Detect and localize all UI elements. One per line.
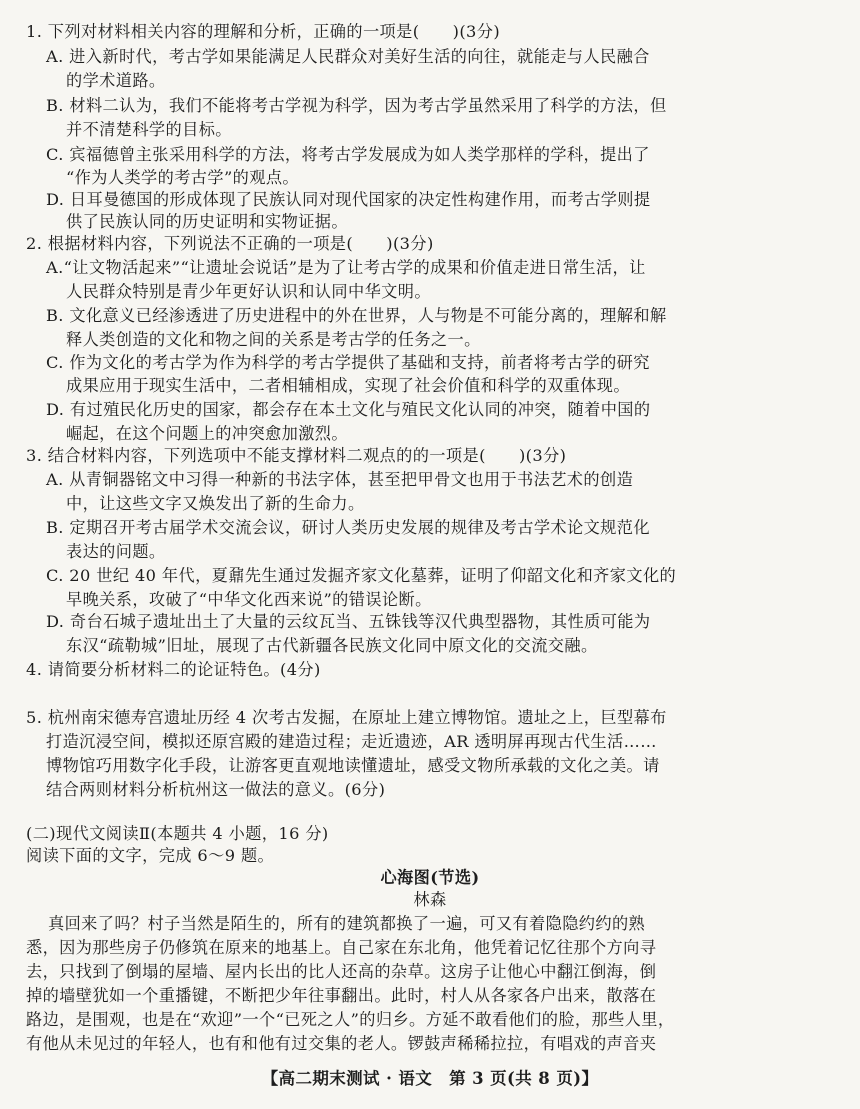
question-1-option-a: A. 进入新时代，考古学如果能满足人民群众对美好生活的向往，就能走与人民融合 [46, 47, 650, 66]
question-2-option-b-cont: 释人类创造的文化和物之间的关系是考古学的任务之一。 [66, 330, 481, 349]
passage-author: 林森 [413, 890, 447, 909]
passage-title: 心海图(节选) [380, 868, 480, 887]
question-2-option-d: D. 有过殖民化历史的国家，都会存在本土文化与殖民文化认同的冲突，随着中国的 [46, 400, 651, 419]
question-3-option-c-cont: 早晚关系，攻破了“中华文化西来说”的错误论断。 [66, 590, 432, 609]
question-2-option-c: C. 作为文化的考古学为作为科学的考古学提供了基础和支持，前者将考古学的研究 [46, 353, 650, 372]
passage-line: 路边，是围观，也是在“欢迎”一个“已死之人”的归乡。方延不敢看他们的脸，那些人里， [26, 1010, 675, 1029]
question-2-option-a-cont: 人民群众特别是青少年更好认识和认同中华文明。 [66, 282, 431, 301]
question-3-option-b-cont: 表达的问题。 [66, 542, 166, 561]
passage-line: 真回来了吗？村子当然是陌生的，所有的建筑都换了一遍，可又有着隐隐约约的熟 [48, 914, 646, 933]
question-5-line-1: 5. 杭州南宋德寿宫遗址历经 4 次考古发掘，在原址上建立博物馆。遗址之上，巨型幕布 [26, 708, 667, 727]
passage-line: 有他从未见过的年轻人，也有和他有过交集的老人。锣鼓声稀稀拉拉，有唱戏的声音夹 [26, 1034, 657, 1053]
section-heading: (二)现代文阅读Ⅱ(本题共 4 小题，16 分) [26, 824, 329, 843]
question-3-option-b: B. 定期召开考古届学术交流会议，研讨人类历史发展的规律及考古学术论文规范化 [46, 518, 650, 537]
question-2-option-a: A.“让文物活起来”“让遗址会说话”是为了让考古学的成果和价值走进日常生活，让 [46, 258, 646, 277]
passage-line: 掉的墙壁犹如一个重播键，不断把少年往事翻出。此时，村人从各家各户出来，散落在 [26, 986, 657, 1005]
question-1-option-b-cont: 并不清楚科学的目标。 [66, 120, 232, 139]
question-2-option-d-cont: 崛起，在这个问题上的冲突愈加激烈。 [66, 424, 348, 443]
question-1-stem: 1. 下列对材料相关内容的理解和分析，正确的一项是( )(3分) [26, 22, 501, 41]
question-3-option-a: A. 从青铜器铭文中习得一种新的书法字体，甚至把甲骨文也用于书法艺术的创造 [46, 470, 634, 489]
section-instruction: 阅读下面的文字，完成 6～9 题。 [26, 846, 275, 865]
question-3-option-d: D. 奇台石城子遗址出土了大量的云纹瓦当、五铢钱等汉代典型器物，其性质可能为 [46, 612, 651, 631]
question-3-option-c: C. 20 世纪 40 年代，夏鼐先生通过发掘齐家文化墓葬，证明了仰韶文化和齐家文化的 [46, 566, 677, 585]
question-4: 4. 请简要分析材料二的论证特色。(4分) [26, 660, 321, 679]
question-2-option-b: B. 文化意义已经渗透进了历史进程中的外在世界，人与物是不可能分离的，理解和解 [46, 306, 667, 325]
question-1-option-c: C. 宾福德曾主张采用科学的方法，将考古学发展成为如人类学那样的学科，提出了 [46, 145, 650, 164]
question-3-stem: 3. 结合材料内容，下列选项中不能支撑材料二观点的的一项是( )(3分) [26, 446, 567, 465]
question-1-option-d: D. 日耳曼德国的形成体现了民族认同对现代国家的决定性构建作用，而考古学则提 [46, 190, 651, 209]
passage-line: 去，只找到了倒塌的屋墙、屋内长出的比人还高的杂草。这房子让他心中翻江倒海，倒 [26, 962, 657, 981]
question-3-option-a-cont: 中，让这些文字又焕发出了新的生命力。 [66, 494, 365, 513]
question-5-line-4: 结合两则材料分析杭州这一做法的意义。(6分) [46, 780, 386, 799]
question-1-option-c-cont: “作为人类学的考古学”的观点。 [66, 168, 299, 187]
question-1-option-b: B. 材料二认为，我们不能将考古学视为科学，因为考古学虽然采用了科学的方法，但 [46, 96, 667, 115]
question-2-stem: 2. 根据材料内容，下列说法不正确的一项是( )(3分) [26, 234, 434, 253]
passage-line: 悉，因为那些房子仍修筑在原来的地基上。自己家在东北角，他凭着记忆往那个方向寻 [26, 938, 657, 957]
question-5-line-3: 博物馆巧用数字化手段，让游客更直观地读懂遗址，感受文物所承载的文化之美。请 [46, 756, 660, 775]
page-footer: 【高二期末测试 · 语文 第 3 页(共 8 页)】 [261, 1069, 599, 1088]
question-1-option-d-cont: 供了民族认同的历史证明和实物证据。 [66, 212, 348, 231]
question-2-option-c-cont: 成果应用于现实生活中，二者相辅相成，实现了社会价值和科学的双重体现。 [66, 376, 630, 395]
question-1-option-a-cont: 的学术道路。 [66, 71, 166, 90]
question-5-line-2: 打造沉浸空间，模拟还原宫殿的建造过程；走近遗迹，AR 透明屏再现古代生活…… [46, 732, 657, 751]
question-3-option-d-cont: 东汉“疏勒城”旧址，展现了古代新疆各民族文化同中原文化的交流交融。 [66, 636, 598, 655]
